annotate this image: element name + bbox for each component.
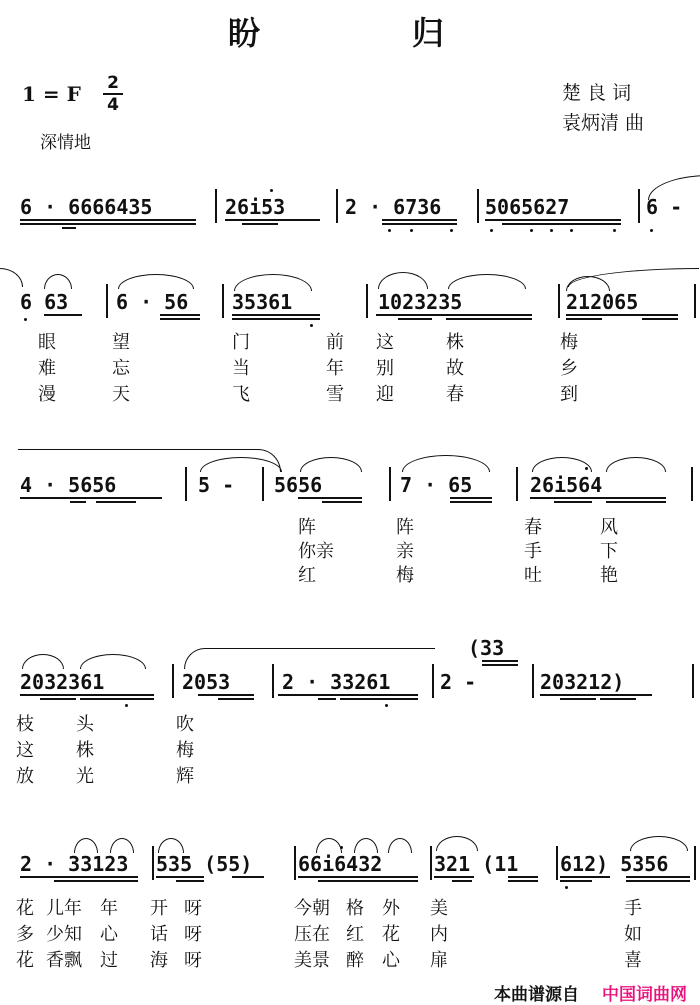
lyric: 外 xyxy=(382,898,400,919)
lyric: 望 xyxy=(112,332,130,353)
barline xyxy=(336,189,338,223)
measure-5: 212065 xyxy=(566,290,639,314)
lyric: 当 xyxy=(232,358,250,379)
lyric: 如 xyxy=(624,924,642,945)
barline xyxy=(172,664,174,698)
barline xyxy=(222,284,224,318)
lyric: 美景 xyxy=(294,950,330,971)
underline xyxy=(318,880,418,882)
low-octave-dot xyxy=(530,229,533,232)
low-octave-dot xyxy=(550,229,553,232)
measure-1: 2 · 33123 xyxy=(20,852,129,876)
measure-5: 6 - xyxy=(646,195,683,219)
measure-4: 7 · 65 xyxy=(400,473,473,497)
lyric: 艳 xyxy=(600,565,618,586)
low-octave-dot xyxy=(385,704,388,707)
underline xyxy=(452,880,472,882)
lyric: 梅 xyxy=(176,740,194,761)
lyric: 花 xyxy=(16,950,34,971)
lyric: 株 xyxy=(76,740,94,761)
key-signature: 1 = F xyxy=(22,82,81,106)
underline xyxy=(560,698,596,700)
underline xyxy=(218,698,254,700)
source-label: 本曲谱源自 xyxy=(494,985,579,1005)
underline xyxy=(70,501,86,503)
lyric: 过 xyxy=(100,950,118,971)
underline xyxy=(600,698,636,700)
underline xyxy=(560,876,610,878)
lyric: 心 xyxy=(382,950,400,971)
underline xyxy=(298,497,362,499)
measure-2: 535 (55) xyxy=(156,852,253,876)
time-numerator: 2 xyxy=(107,73,119,93)
measure-3: 35361 xyxy=(232,290,293,314)
slur xyxy=(44,274,72,289)
lyric: 年 xyxy=(100,898,118,919)
underline xyxy=(62,227,76,229)
slur xyxy=(402,455,490,472)
lyric: 开 xyxy=(150,898,168,919)
underline xyxy=(606,501,666,503)
underline xyxy=(626,876,690,878)
slur xyxy=(22,654,64,669)
underline xyxy=(225,219,320,221)
lyric: 儿年 xyxy=(46,898,82,919)
lyric: 乡 xyxy=(560,358,578,379)
lyric: 手 xyxy=(524,541,542,562)
lyric: 光 xyxy=(76,766,94,787)
barline xyxy=(556,846,558,880)
slur xyxy=(300,457,362,472)
underline xyxy=(434,876,474,878)
lyric: 枝 xyxy=(16,714,34,735)
title-char-2: 归 xyxy=(412,14,445,52)
barline xyxy=(694,846,696,880)
site-name-link[interactable]: 中国词曲网 xyxy=(602,985,687,1005)
barline xyxy=(106,284,108,318)
lyric: 手 xyxy=(624,898,642,919)
lyric: 亲 xyxy=(396,541,414,562)
slur xyxy=(630,836,688,851)
tie-arc xyxy=(0,268,23,287)
barline xyxy=(262,467,264,501)
underline xyxy=(20,219,196,221)
lyric: 吹 xyxy=(176,714,194,735)
lyric: 压在 xyxy=(294,924,330,945)
underline xyxy=(376,314,532,316)
lyric: 话 xyxy=(150,924,168,945)
barline xyxy=(477,189,479,223)
underline xyxy=(80,698,154,700)
underline xyxy=(450,497,492,499)
lyric: 多 xyxy=(16,924,34,945)
lyric: 门 xyxy=(232,332,250,353)
low-octave-dot xyxy=(490,229,493,232)
underline xyxy=(156,876,204,878)
lyric: 下 xyxy=(600,541,618,562)
underline xyxy=(502,223,621,225)
lyric: 阵 xyxy=(298,517,316,538)
lyric: 美 xyxy=(430,898,448,919)
lyric: 到 xyxy=(560,384,578,405)
lyric: 红 xyxy=(298,565,316,586)
barline xyxy=(532,664,534,698)
measure-2: 5 - xyxy=(198,473,235,497)
barline xyxy=(185,467,187,501)
lyric: 春 xyxy=(524,517,542,538)
title-char-1: 盼 xyxy=(228,14,261,52)
lyric: 春 xyxy=(446,384,464,405)
lyric: 少知 xyxy=(46,924,82,945)
underline xyxy=(242,223,278,225)
lyric: 红 xyxy=(346,924,364,945)
lyric: 呀 xyxy=(184,950,202,971)
underline xyxy=(508,880,538,882)
underline xyxy=(232,876,264,878)
notes-row xyxy=(0,852,700,888)
underline xyxy=(20,876,138,878)
slur xyxy=(316,838,342,853)
composer-credit: 袁炳清 曲 xyxy=(562,112,645,134)
underline xyxy=(482,664,518,666)
low-octave-dot xyxy=(650,229,653,232)
notes-row xyxy=(0,195,700,231)
slur xyxy=(158,838,184,853)
underline xyxy=(508,876,538,878)
measure-1: 2032361 xyxy=(20,670,105,694)
barline xyxy=(272,664,274,698)
lyric: 海 xyxy=(150,950,168,971)
underline xyxy=(54,880,138,882)
measure-3: 66i6432 xyxy=(298,852,383,876)
underline xyxy=(554,501,592,503)
lyric: 花 xyxy=(382,924,400,945)
lyric: 放 xyxy=(16,766,34,787)
slur xyxy=(532,457,592,472)
measure-3: 2 · 33261 xyxy=(282,670,391,694)
barline xyxy=(430,846,432,880)
lyric: 株 xyxy=(446,332,464,353)
measure-4: 321 (11 xyxy=(434,852,519,876)
tempo-marking: 深情地 xyxy=(40,133,91,153)
underline xyxy=(485,219,621,221)
underline xyxy=(340,698,418,700)
lyric: 故 xyxy=(446,358,464,379)
barline xyxy=(215,189,217,223)
slur xyxy=(110,838,134,853)
measure-2: 6 · 56 xyxy=(116,290,189,314)
underline xyxy=(382,219,457,221)
low-octave-dot xyxy=(565,886,568,889)
lyric: 呀 xyxy=(184,898,202,919)
barline xyxy=(692,664,694,698)
slur xyxy=(436,836,478,851)
barline xyxy=(152,846,154,880)
underline xyxy=(530,497,666,499)
underline xyxy=(540,694,652,696)
high-octave-dot xyxy=(270,189,273,192)
slur xyxy=(354,838,378,853)
lyric: 迎 xyxy=(376,384,394,405)
lyric: 呀 xyxy=(184,924,202,945)
underline xyxy=(626,880,690,882)
lyric: 风 xyxy=(600,517,618,538)
lyric: 心 xyxy=(100,924,118,945)
low-octave-dot xyxy=(24,318,27,321)
underline xyxy=(446,318,532,320)
barline xyxy=(389,467,391,501)
underline xyxy=(642,318,678,320)
underline xyxy=(382,223,457,225)
slur xyxy=(118,274,194,289)
underline xyxy=(44,314,82,316)
lyric: 喜 xyxy=(624,950,642,971)
measure-2: 26i53 xyxy=(225,195,286,219)
barline xyxy=(516,467,518,501)
lyric: 香飘 xyxy=(46,950,82,971)
underline xyxy=(482,660,518,662)
lyric: 前 xyxy=(326,332,344,353)
lyric: 扉 xyxy=(430,950,448,971)
underline xyxy=(20,497,162,499)
lyricist-credit: 楚 良 词 xyxy=(562,82,632,104)
time-denominator: 4 xyxy=(107,95,119,115)
underline xyxy=(566,318,602,320)
underline xyxy=(160,318,200,320)
lyric: 醉 xyxy=(346,950,364,971)
underline xyxy=(160,314,200,316)
barline xyxy=(366,284,368,318)
low-octave-dot xyxy=(570,229,573,232)
lyric: 这 xyxy=(376,332,394,353)
underline xyxy=(176,880,204,882)
underline xyxy=(232,314,320,316)
lyric: 格 xyxy=(346,898,364,919)
notes-row xyxy=(0,473,700,509)
time-signature xyxy=(103,74,123,114)
lyric: 眼 xyxy=(38,332,56,353)
underline xyxy=(20,223,196,225)
lyric: 阵 xyxy=(396,517,414,538)
low-octave-dot xyxy=(450,229,453,232)
underline xyxy=(278,694,418,696)
slur xyxy=(80,654,146,669)
tie-arc xyxy=(648,175,700,200)
slur xyxy=(74,838,98,853)
low-octave-dot xyxy=(410,229,413,232)
lyric: 天 xyxy=(112,384,130,405)
measure-5: 612) 5356 xyxy=(560,852,669,876)
measure-1: 6 · 6666435 xyxy=(20,195,153,219)
lyric: 难 xyxy=(38,358,56,379)
lyric: 别 xyxy=(376,358,394,379)
lyric: 辉 xyxy=(176,766,194,787)
lyric: 吐 xyxy=(524,565,542,586)
lyric: 这 xyxy=(16,740,34,761)
measure-3: 5656 xyxy=(274,473,323,497)
lyric: 你亲 xyxy=(298,541,334,562)
lyric: 梅 xyxy=(396,565,414,586)
low-octave-dot xyxy=(613,229,616,232)
slur xyxy=(378,272,428,289)
barline xyxy=(558,284,560,318)
measure-1: 4 · 5656 xyxy=(20,473,117,497)
measure-1: 6 63 xyxy=(20,290,69,314)
tie-arc xyxy=(184,648,435,669)
slur xyxy=(606,457,666,472)
lyric: 今朝 xyxy=(294,898,330,919)
slur xyxy=(388,838,412,853)
barline xyxy=(432,664,434,698)
slur xyxy=(234,274,312,291)
barline xyxy=(638,189,640,223)
low-octave-dot xyxy=(388,229,391,232)
measure-4: 5065627 xyxy=(485,195,570,219)
underline xyxy=(198,694,254,696)
barline xyxy=(294,846,296,880)
underline xyxy=(566,314,678,316)
notes-row xyxy=(0,290,700,326)
barline xyxy=(691,467,693,501)
underline xyxy=(398,318,432,320)
measure-5: 203212) xyxy=(540,670,625,694)
underline xyxy=(232,318,320,320)
notes-row xyxy=(0,636,700,706)
underline xyxy=(560,880,592,882)
underline xyxy=(322,501,362,503)
lyric: 漫 xyxy=(38,384,56,405)
low-octave-dot xyxy=(310,324,313,327)
lyric: 内 xyxy=(430,924,448,945)
lyric: 飞 xyxy=(232,384,250,405)
underline xyxy=(450,501,492,503)
lyric: 雪 xyxy=(326,384,344,405)
measure-5: 26i564 xyxy=(530,473,603,497)
lyric: 花 xyxy=(16,898,34,919)
underline xyxy=(20,694,154,696)
measure-4: 2 - xyxy=(440,670,477,694)
lyric: 头 xyxy=(76,714,94,735)
low-octave-dot xyxy=(125,704,128,707)
interlude-start: (33 xyxy=(468,636,505,660)
underline xyxy=(298,876,418,878)
measure-4: 1023235 xyxy=(378,290,463,314)
barline xyxy=(694,284,696,318)
lyric: 年 xyxy=(326,358,344,379)
underline xyxy=(96,501,136,503)
slur xyxy=(448,274,526,289)
measure-2: 2053 xyxy=(182,670,231,694)
measure-3: 2 · 6736 xyxy=(345,195,442,219)
lyric: 忘 xyxy=(112,358,130,379)
lyric: 梅 xyxy=(560,332,578,353)
underline xyxy=(318,698,336,700)
underline xyxy=(40,698,76,700)
